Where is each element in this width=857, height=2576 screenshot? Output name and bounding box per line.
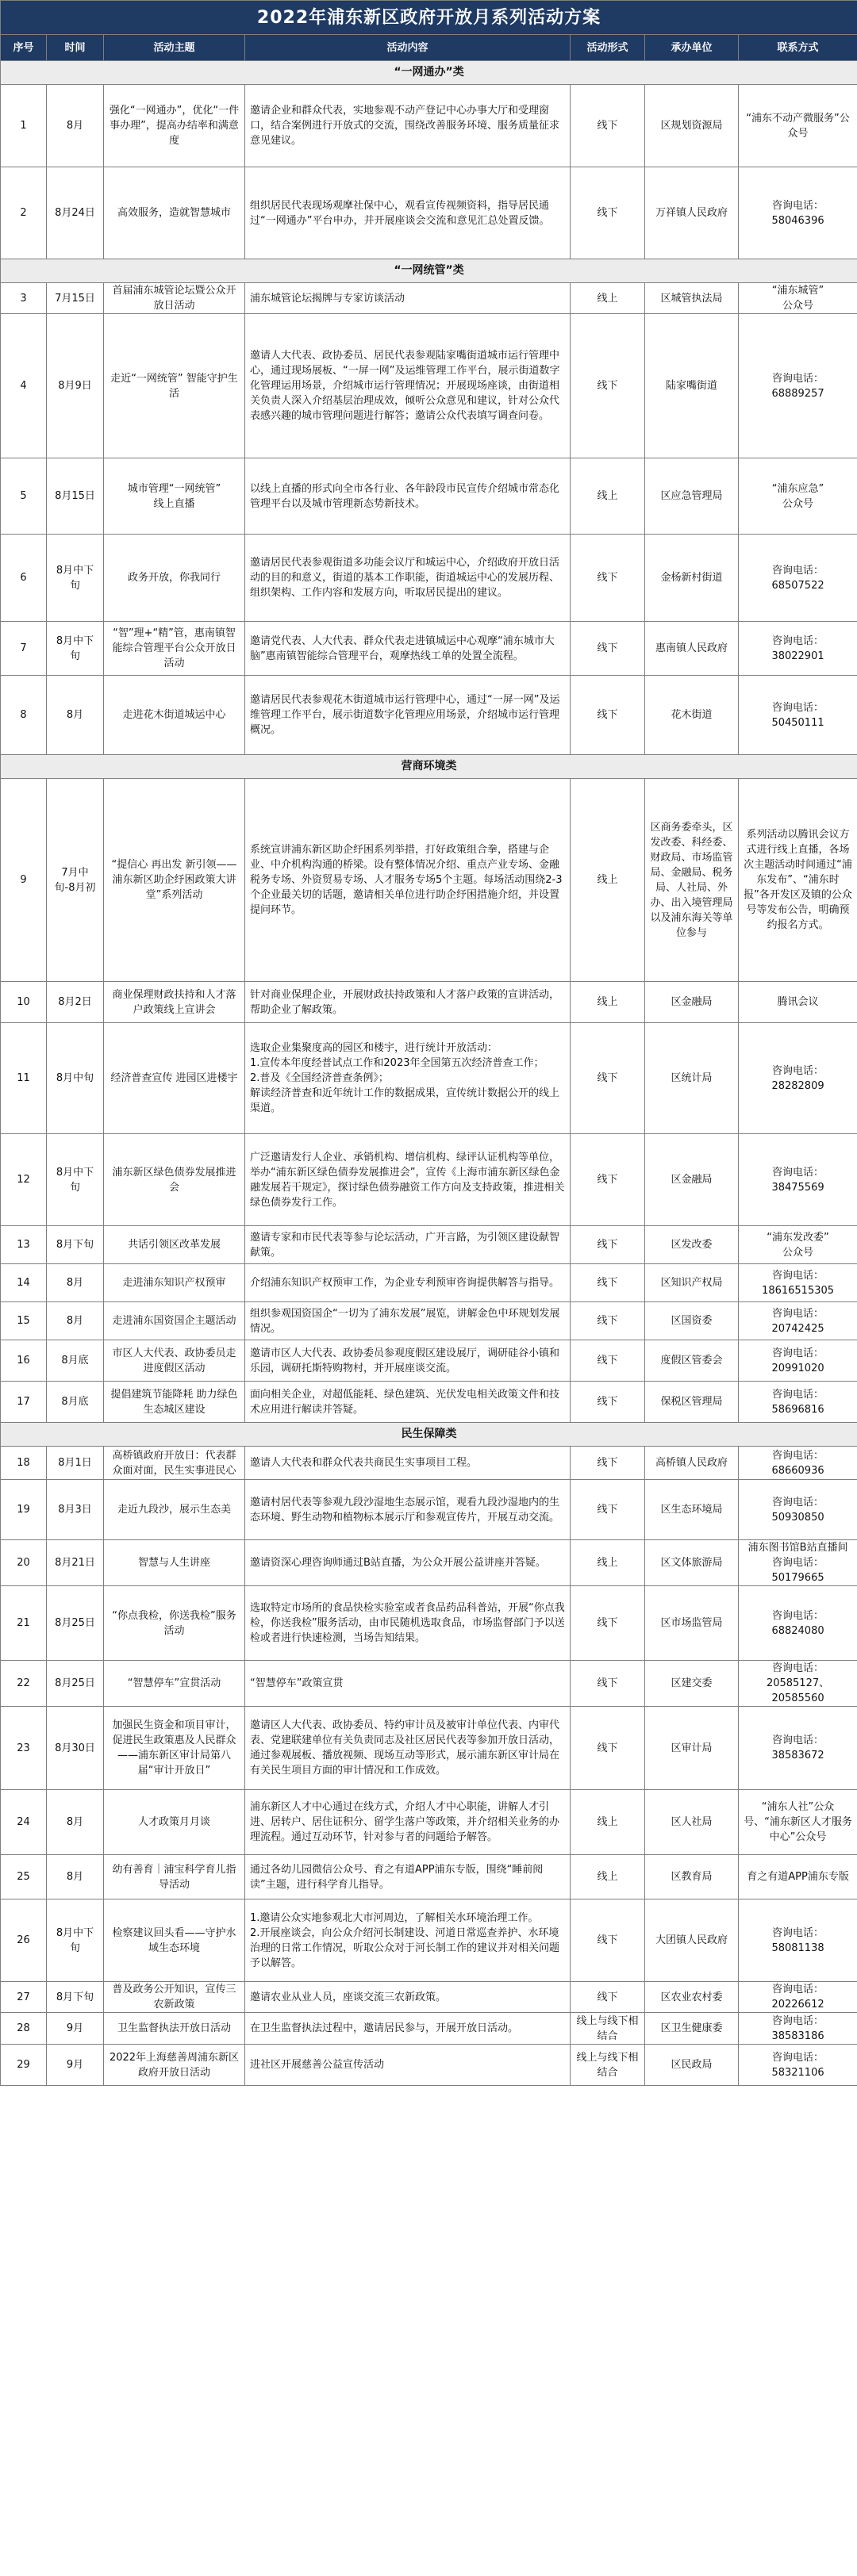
row-form: 线上 xyxy=(571,1790,645,1855)
row-organizer: 区审计局 xyxy=(645,1707,739,1790)
header-contact: 联系方式 xyxy=(739,35,857,61)
row-theme: 幼有善育｜浦宝科学育儿指导活动 xyxy=(104,1855,245,1899)
header-content: 活动内容 xyxy=(245,35,571,61)
row-theme: 共话引领区改革发展 xyxy=(104,1226,245,1264)
row-theme: 检察建议回头看——守护水域生态环境 xyxy=(104,1899,245,1982)
row-organizer: 区市场监管局 xyxy=(645,1586,739,1661)
row-contact: 咨询电话： 38475569 xyxy=(739,1134,857,1226)
row-form: 线下 xyxy=(571,1707,645,1790)
row-theme: 走近“一网统管” 智能守护生活 xyxy=(104,314,245,458)
row-organizer: 区城管执法局 xyxy=(645,283,739,314)
row-time: 9月 xyxy=(47,2045,104,2086)
row-content: 浦东城管论坛揭牌与专家访谈活动 xyxy=(245,283,571,314)
row-content: 进社区开展慈善公益宣传活动 xyxy=(245,2045,571,2086)
row-theme: 经济普查宣传 进园区进楼宇 xyxy=(104,1023,245,1134)
row-content: 组织居民代表现场观摩社保中心，观看宣传视频资料，指导居民通过“一网通办”平台申办，并开展座谈会交流和意见汇总处置反馈。 xyxy=(245,167,571,259)
row-form: 线下 xyxy=(571,1982,645,2013)
row-number: 2 xyxy=(1,167,47,259)
row-theme: 2022年上海慈善周浦东新区政府开放日活动 xyxy=(104,2045,245,2086)
row-organizer: 区应急管理局 xyxy=(645,458,739,535)
row-contact: 咨询电话： 18616515305 xyxy=(739,1264,857,1302)
table-row xyxy=(1,1023,857,1134)
row-content: 邀请居民代表参观花木街道城市运行管理中心，通过“一屏一网”及运维管理工作平台，展示街道数字化管理应用场景，介绍城市运行管理概况。 xyxy=(245,676,571,755)
row-number: 24 xyxy=(1,1790,47,1855)
table-row xyxy=(1,779,857,982)
row-contact: 咨询电话： 20585127、 20585560 xyxy=(739,1661,857,1707)
table-row xyxy=(1,1302,857,1340)
row-contact: 咨询电话： 20991020 xyxy=(739,1340,857,1382)
row-theme: 强化“一网通办”，优化“一件事办理”，提高办结率和满意度 xyxy=(104,85,245,167)
header-org: 承办单位 xyxy=(645,35,739,61)
table-row xyxy=(1,1707,857,1790)
row-contact: 咨询电话： 28282809 xyxy=(739,1023,857,1134)
row-content: 邀请农业从业人员，座谈交流三农新政策。 xyxy=(245,1982,571,2013)
table-row xyxy=(1,622,857,676)
row-number: 21 xyxy=(1,1586,47,1661)
table-row xyxy=(1,1447,857,1480)
row-form: 线上与线下相结合 xyxy=(571,2045,645,2086)
row-theme: “智慧停车”宣贯活动 xyxy=(104,1661,245,1707)
row-time: 8月15日 xyxy=(47,458,104,535)
row-form: 线下 xyxy=(571,676,645,755)
row-theme: 人才政策月月谈 xyxy=(104,1790,245,1855)
row-time: 8月25日 xyxy=(47,1661,104,1707)
table-body xyxy=(1,61,857,2086)
header-row xyxy=(1,35,857,61)
row-time: 8月 xyxy=(47,85,104,167)
row-contact: 咨询电话： 68889257 xyxy=(739,314,857,458)
row-number: 8 xyxy=(1,676,47,755)
row-contact: 咨询电话： 20226612 xyxy=(739,1982,857,2013)
row-organizer: 区人社局 xyxy=(645,1790,739,1855)
row-theme: 高桥镇政府开放日：代表群众面对面，民生实事进民心 xyxy=(104,1447,245,1480)
row-theme: 浦东新区绿色债券发展推进会 xyxy=(104,1134,245,1226)
table-row xyxy=(1,1226,857,1264)
table-row xyxy=(1,2013,857,2045)
table-row xyxy=(1,1382,857,1423)
row-organizer: 区文体旅游局 xyxy=(645,1540,739,1586)
row-theme: 政务开放，你我同行 xyxy=(104,535,245,622)
row-time: 8月 xyxy=(47,1790,104,1855)
row-organizer: 区商务委牵头，区发改委、科经委、财政局、市场监管局、金融局、税务局、人社局、外办、出入境管理局以及浦东海关等单位参与 xyxy=(645,779,739,982)
row-number: 14 xyxy=(1,1264,47,1302)
row-content: 广泛邀请发行人企业、承销机构、增信机构、绿评认证机构等单位，举办“浦东新区绿色债券发展推进会”，宣传《上海市浦东新区绿色金融发展若干规定》，探讨绿色债券融资工作方向及支持政策，推进相关绿色债券发行工作。 xyxy=(245,1134,571,1226)
row-content: 选取企业集聚度高的园区和楼宇，进行统计开放活动： 1.宣传本年度经普试点工作和2023年全国第五次经济普查工作； 2.普及《全国经济普查条例》； 解读经济普查和近年统计工作的数据成果，宣传统计数据公开的线上渠道。 xyxy=(245,1023,571,1134)
row-theme: “提信心 再出发 新引领——浦东新区助企纾困政策大讲堂”系列活动 xyxy=(104,779,245,982)
row-time: 8月24日 xyxy=(47,167,104,259)
row-time: 8月30日 xyxy=(47,1707,104,1790)
table-row xyxy=(1,1480,857,1540)
row-contact: 育之有道APP浦东专版 xyxy=(739,1855,857,1899)
row-number: 22 xyxy=(1,1661,47,1707)
row-organizer: 度假区管委会 xyxy=(645,1340,739,1382)
row-form: 线下 xyxy=(571,167,645,259)
table-row xyxy=(1,1855,857,1899)
row-contact: 咨询电话： 58081138 xyxy=(739,1899,857,1982)
row-content: 通过各幼儿园微信公众号、育之有道APP浦东专版，围绕“睡前阅读”主题，进行科学育儿指导。 xyxy=(245,1855,571,1899)
row-form: 线下 xyxy=(571,1134,645,1226)
row-time: 8月中下旬 xyxy=(47,1899,104,1982)
row-organizer: 区规划资源局 xyxy=(645,85,739,167)
row-number: 9 xyxy=(1,779,47,982)
row-content: “智慧停车”政策宣贯 xyxy=(245,1661,571,1707)
row-form: 线下 xyxy=(571,1899,645,1982)
row-theme: 智慧与人生讲座 xyxy=(104,1540,245,1586)
row-form: 线上 xyxy=(571,283,645,314)
row-organizer: 万祥镇人民政府 xyxy=(645,167,739,259)
row-content: 以线上直播的形式向全市各行业、各年龄段市民宣传介绍城市常态化管理平台以及城市管理新态势新技术。 xyxy=(245,458,571,535)
row-theme: 市区人大代表、政协委员走进度假区活动 xyxy=(104,1340,245,1382)
row-content: 邀请村居代表等参观九段沙湿地生态展示馆，观看九段沙湿地内的生态环境、野生动物和植物标本展示厅和参观宣传片，开展互动交流。 xyxy=(245,1480,571,1540)
header-no: 序号 xyxy=(1,35,47,61)
row-organizer: 区卫生健康委 xyxy=(645,2013,739,2045)
row-form: 线上 xyxy=(571,779,645,982)
row-number: 7 xyxy=(1,622,47,676)
table-row xyxy=(1,167,857,259)
row-content: 邀请区人大代表、政协委员、特约审计员及被审计单位代表、内审代表、党建联建单位有关负责同志及社区居民代表等参加开放日活动，通过参观展板、播放视频、现场互动等形式，展示浦东新区审计局在有关民生项目方面的审计情况和工作成效。 xyxy=(245,1707,571,1790)
row-organizer: 花木街道 xyxy=(645,676,739,755)
row-number: 16 xyxy=(1,1340,47,1382)
header-theme: 活动主题 xyxy=(104,35,245,61)
row-time: 8月中下旬 xyxy=(47,535,104,622)
row-contact: 咨询电话： 68660936 xyxy=(739,1447,857,1480)
row-form: 线下 xyxy=(571,1480,645,1540)
category-title: “一网统管”类 xyxy=(1,259,857,283)
table-row xyxy=(1,1586,857,1661)
row-theme: 普及政务公开知识，宣传三农新政策 xyxy=(104,1982,245,2013)
table-row xyxy=(1,1264,857,1302)
page-title: 2022年浦东新区政府开放月系列活动方案 xyxy=(1,1,857,35)
row-contact: 咨询电话： 58046396 xyxy=(739,167,857,259)
row-organizer: 保税区管理局 xyxy=(645,1382,739,1423)
row-content: 介绍浦东知识产权预审工作，为企业专利预审咨询提供解答与指导。 xyxy=(245,1264,571,1302)
row-contact: “浦东城管” 公众号 xyxy=(739,283,857,314)
row-form: 线上与线下相结合 xyxy=(571,2013,645,2045)
row-form: 线上 xyxy=(571,982,645,1023)
category-title: 民生保障类 xyxy=(1,1423,857,1447)
row-time: 8月中下旬 xyxy=(47,622,104,676)
row-content: 1.邀请公众实地参观北大市河周边，了解相关水环境治理工作。 2.开展座谈会，向公众介绍河长制建设、河道日常巡查养护、水环境治理的日常工作情况，听取公众对于河长制工作的建议并对相关问题予以解答。 xyxy=(245,1899,571,1982)
row-organizer: 区民政局 xyxy=(645,2045,739,2086)
row-contact: “浦东发改委” 公众号 xyxy=(739,1226,857,1264)
row-organizer: 陆家嘴街道 xyxy=(645,314,739,458)
row-time: 7月15日 xyxy=(47,283,104,314)
row-contact: 咨询电话： 38583186 xyxy=(739,2013,857,2045)
row-organizer: 高桥镇人民政府 xyxy=(645,1447,739,1480)
row-content: 组织参观国资国企“一切为了浦东发展”展览，讲解金色中环规划发展情况。 xyxy=(245,1302,571,1340)
row-theme: 高效服务，造就智慧城市 xyxy=(104,167,245,259)
header-form: 活动形式 xyxy=(571,35,645,61)
row-time: 8月2日 xyxy=(47,982,104,1023)
row-content: 浦东新区人才中心通过在线方式，介绍人才中心职能，讲解人才引进、居转户、居住证积分、留学生落户等政策，并介绍相关业务的办理流程。通过互动环节，针对参与者的问题给予解答。 xyxy=(245,1790,571,1855)
row-time: 8月底 xyxy=(47,1340,104,1382)
row-content: 在卫生监督执法过程中，邀请居民参与，开展开放日活动。 xyxy=(245,2013,571,2045)
category-row xyxy=(1,259,857,283)
table-row xyxy=(1,676,857,755)
table-row xyxy=(1,1540,857,1586)
row-time: 8月中旬 xyxy=(47,1023,104,1134)
row-contact: 咨询电话： 38583672 xyxy=(739,1707,857,1790)
table-row xyxy=(1,85,857,167)
row-number: 1 xyxy=(1,85,47,167)
row-organizer: 区生态环境局 xyxy=(645,1480,739,1540)
row-content: 邀请企业和群众代表，实地参观不动产登记中心办事大厅和受理窗口，结合案例进行开放式的交流，围绕改善服务环境、服务质量征求意见建议。 xyxy=(245,85,571,167)
row-time: 8月3日 xyxy=(47,1480,104,1540)
row-number: 20 xyxy=(1,1540,47,1586)
row-time: 7月中旬-8月初 xyxy=(47,779,104,982)
row-theme: 商业保理财政扶持和人才落户政策线上宣讲会 xyxy=(104,982,245,1023)
row-form: 线上 xyxy=(571,1540,645,1586)
row-form: 线下 xyxy=(571,535,645,622)
row-number: 12 xyxy=(1,1134,47,1226)
row-number: 3 xyxy=(1,283,47,314)
row-organizer: 区知识产权局 xyxy=(645,1264,739,1302)
row-contact: 腾讯会议 xyxy=(739,982,857,1023)
row-number: 18 xyxy=(1,1447,47,1480)
table-row xyxy=(1,1134,857,1226)
row-content: 邀请居民代表参观街道多功能会议厅和城运中心，介绍政府开放日活动的目的和意义，街道的基本工作职能，街道城运中心的发展历程、组织架构、工作内容和发展方向，听取居民提出的建议。 xyxy=(245,535,571,622)
row-form: 线下 xyxy=(571,85,645,167)
row-content: 邀请党代表、人大代表、群众代表走进镇城运中心观摩“浦东城市大脑”惠南镇智能综合管理平台，观摩热线工单的处置全流程。 xyxy=(245,622,571,676)
row-theme: 走近九段沙，展示生态美 xyxy=(104,1480,245,1540)
row-contact: “浦东人社”公众号、“浦东新区人才服务中心”公众号 xyxy=(739,1790,857,1855)
row-contact: 咨询电话： 50450111 xyxy=(739,676,857,755)
row-organizer: 区金融局 xyxy=(645,982,739,1023)
row-form: 线下 xyxy=(571,1382,645,1423)
row-number: 13 xyxy=(1,1226,47,1264)
row-theme: 加强民生资金和项目审计，促进民生政策惠及人民群众——浦东新区审计局第八届“审计开放日” xyxy=(104,1707,245,1790)
row-form: 线下 xyxy=(571,1302,645,1340)
row-time: 8月下旬 xyxy=(47,1982,104,2013)
row-theme: 走进花木街道城运中心 xyxy=(104,676,245,755)
row-organizer: 区统计局 xyxy=(645,1023,739,1134)
row-contact: 咨询电话： 50930850 xyxy=(739,1480,857,1540)
table-row xyxy=(1,2045,857,2086)
row-time: 8月25日 xyxy=(47,1586,104,1661)
row-content: 邀请市区人大代表、政协委员参观度假区建设展厅，调研硅谷小镇和乐园，调研托斯特购物村，并开展座谈交流。 xyxy=(245,1340,571,1382)
row-content: 邀请资深心理咨询师通过B站直播，为公众开展公益讲座并答疑。 xyxy=(245,1540,571,1586)
row-form: 线下 xyxy=(571,1264,645,1302)
category-title: 营商环境类 xyxy=(1,755,857,779)
table-row xyxy=(1,535,857,622)
row-organizer: 金杨新村街道 xyxy=(645,535,739,622)
row-number: 29 xyxy=(1,2045,47,2086)
row-contact: “浦东应急” 公众号 xyxy=(739,458,857,535)
row-organizer: 区建交委 xyxy=(645,1661,739,1707)
row-number: 23 xyxy=(1,1707,47,1790)
row-time: 8月1日 xyxy=(47,1447,104,1480)
row-theme: 提倡建筑节能降耗 助力绿色生态城区建设 xyxy=(104,1382,245,1423)
row-form: 线下 xyxy=(571,1586,645,1661)
row-content: 邀请人大代表和群众代表共商民生实事项目工程。 xyxy=(245,1447,571,1480)
table-row xyxy=(1,982,857,1023)
table-row xyxy=(1,1790,857,1855)
row-form: 线下 xyxy=(571,1447,645,1480)
row-content: 邀请人大代表、政协委员、居民代表参观陆家嘴街道城市运行管理中心，通过现场展板、“一屏一网”及运维管理工作平台，展示街道数字化管理运用场景，介绍城市运行管理情况；开展现场座谈，由街道相关负责人深入介绍基层治理成效，倾听公众意见和建议，针对公众代表感兴趣的城市管理问题进行解答；邀请公众代表填写调查问卷。 xyxy=(245,314,571,458)
row-theme: 卫生监督执法开放日活动 xyxy=(104,2013,245,2045)
row-form: 线上 xyxy=(571,458,645,535)
row-time: 8月21日 xyxy=(47,1540,104,1586)
row-number: 19 xyxy=(1,1480,47,1540)
row-theme: 城市管理“一网统管” 线上直播 xyxy=(104,458,245,535)
row-organizer: 区农业农村委 xyxy=(645,1982,739,2013)
row-contact: 咨询电话： 20742425 xyxy=(739,1302,857,1340)
row-time: 8月 xyxy=(47,676,104,755)
row-form: 线下 xyxy=(571,314,645,458)
row-theme: 走进浦东国资国企主题活动 xyxy=(104,1302,245,1340)
row-theme: “智”理+“精”管，惠南镇智能综合管理平台公众开放日活动 xyxy=(104,622,245,676)
row-organizer: 区发改委 xyxy=(645,1226,739,1264)
row-content: 面向相关企业，对超低能耗、绿色建筑、光伏发电相关政策文件和技术应用进行解读并答疑。 xyxy=(245,1382,571,1423)
row-form: 线下 xyxy=(571,1226,645,1264)
table-row xyxy=(1,1982,857,2013)
row-content: 系统宣讲浦东新区助企纾困系列举措，打好政策组合拳，搭建与企业、中介机构沟通的桥梁。设有整体情况介绍、重点产业专场、金融税务专场、外资贸易专场、人才服务专场5个主题。每场活动围绕2-3个企业最关切的话题，邀请相关单位进行助企纾困措施介绍，并设置提问环节。 xyxy=(245,779,571,982)
row-theme: “你点我检，你送我检”服务活动 xyxy=(104,1586,245,1661)
row-number: 4 xyxy=(1,314,47,458)
row-contact: 咨询电话： 38022901 xyxy=(739,622,857,676)
row-number: 6 xyxy=(1,535,47,622)
row-time: 8月 xyxy=(47,1302,104,1340)
table-row xyxy=(1,1340,857,1382)
row-time: 8月 xyxy=(47,1855,104,1899)
row-number: 5 xyxy=(1,458,47,535)
row-time: 8月 xyxy=(47,1264,104,1302)
row-form: 线下 xyxy=(571,1340,645,1382)
row-time: 8月9日 xyxy=(47,314,104,458)
table-row xyxy=(1,283,857,314)
row-contact: 咨询电话： 68824080 xyxy=(739,1586,857,1661)
row-number: 25 xyxy=(1,1855,47,1899)
row-contact: “浦东不动产微服务”公众号 xyxy=(739,85,857,167)
row-contact: 浦东图书馆B站直播间 咨询电话： 50179665 xyxy=(739,1540,857,1586)
row-form: 线下 xyxy=(571,622,645,676)
row-organizer: 惠南镇人民政府 xyxy=(645,622,739,676)
row-organizer: 区教育局 xyxy=(645,1855,739,1899)
row-contact: 咨询电话： 58321106 xyxy=(739,2045,857,2086)
row-time: 9月 xyxy=(47,2013,104,2045)
row-contact: 系列活动以腾讯会议方式进行线上直播，各场次主题活动时间通过“浦东发布”、“浦东时报”各开发区及镇的公众号等发布公告，明确预约报名方式。 xyxy=(739,779,857,982)
row-number: 26 xyxy=(1,1899,47,1982)
row-content: 针对商业保理企业，开展财政扶持政策和人才落户政策的宣讲活动，帮助企业了解政策。 xyxy=(245,982,571,1023)
row-content: 选取特定市场所的食品快检实验室或者食品药品科普站，开展“你点我检，你送我检”服务活动，由市民随机选取食品，市场监督部门予以送检或者进行快速检测，当场告知结果。 xyxy=(245,1586,571,1661)
row-theme: 首届浦东城管论坛暨公众开放日活动 xyxy=(104,283,245,314)
category-row xyxy=(1,1423,857,1447)
row-contact: 咨询电话： 58696816 xyxy=(739,1382,857,1423)
row-time: 8月下旬 xyxy=(47,1226,104,1264)
row-organizer: 区国资委 xyxy=(645,1302,739,1340)
table-row xyxy=(1,1661,857,1707)
row-form: 线下 xyxy=(571,1661,645,1707)
row-number: 10 xyxy=(1,982,47,1023)
category-row xyxy=(1,755,857,779)
row-time: 8月中下旬 xyxy=(47,1134,104,1226)
category-row xyxy=(1,61,857,85)
row-form: 线下 xyxy=(571,1023,645,1134)
row-organizer: 区金融局 xyxy=(645,1134,739,1226)
row-organizer: 大团镇人民政府 xyxy=(645,1899,739,1982)
row-form: 线上 xyxy=(571,1855,645,1899)
row-contact: 咨询电话： 68507522 xyxy=(739,535,857,622)
table-row xyxy=(1,1899,857,1982)
row-content: 邀请专家和市民代表等参与论坛活动，广开言路，为引领区建设献智献策。 xyxy=(245,1226,571,1264)
row-time: 8月底 xyxy=(47,1382,104,1423)
table-row xyxy=(1,314,857,458)
row-number: 17 xyxy=(1,1382,47,1423)
row-theme: 走进浦东知识产权预审 xyxy=(104,1264,245,1302)
row-number: 27 xyxy=(1,1982,47,2013)
row-number: 28 xyxy=(1,2013,47,2045)
row-number: 11 xyxy=(1,1023,47,1134)
header-time: 时间 xyxy=(47,35,104,61)
table-row xyxy=(1,458,857,535)
category-title: “一网通办”类 xyxy=(1,61,857,85)
row-number: 15 xyxy=(1,1302,47,1340)
